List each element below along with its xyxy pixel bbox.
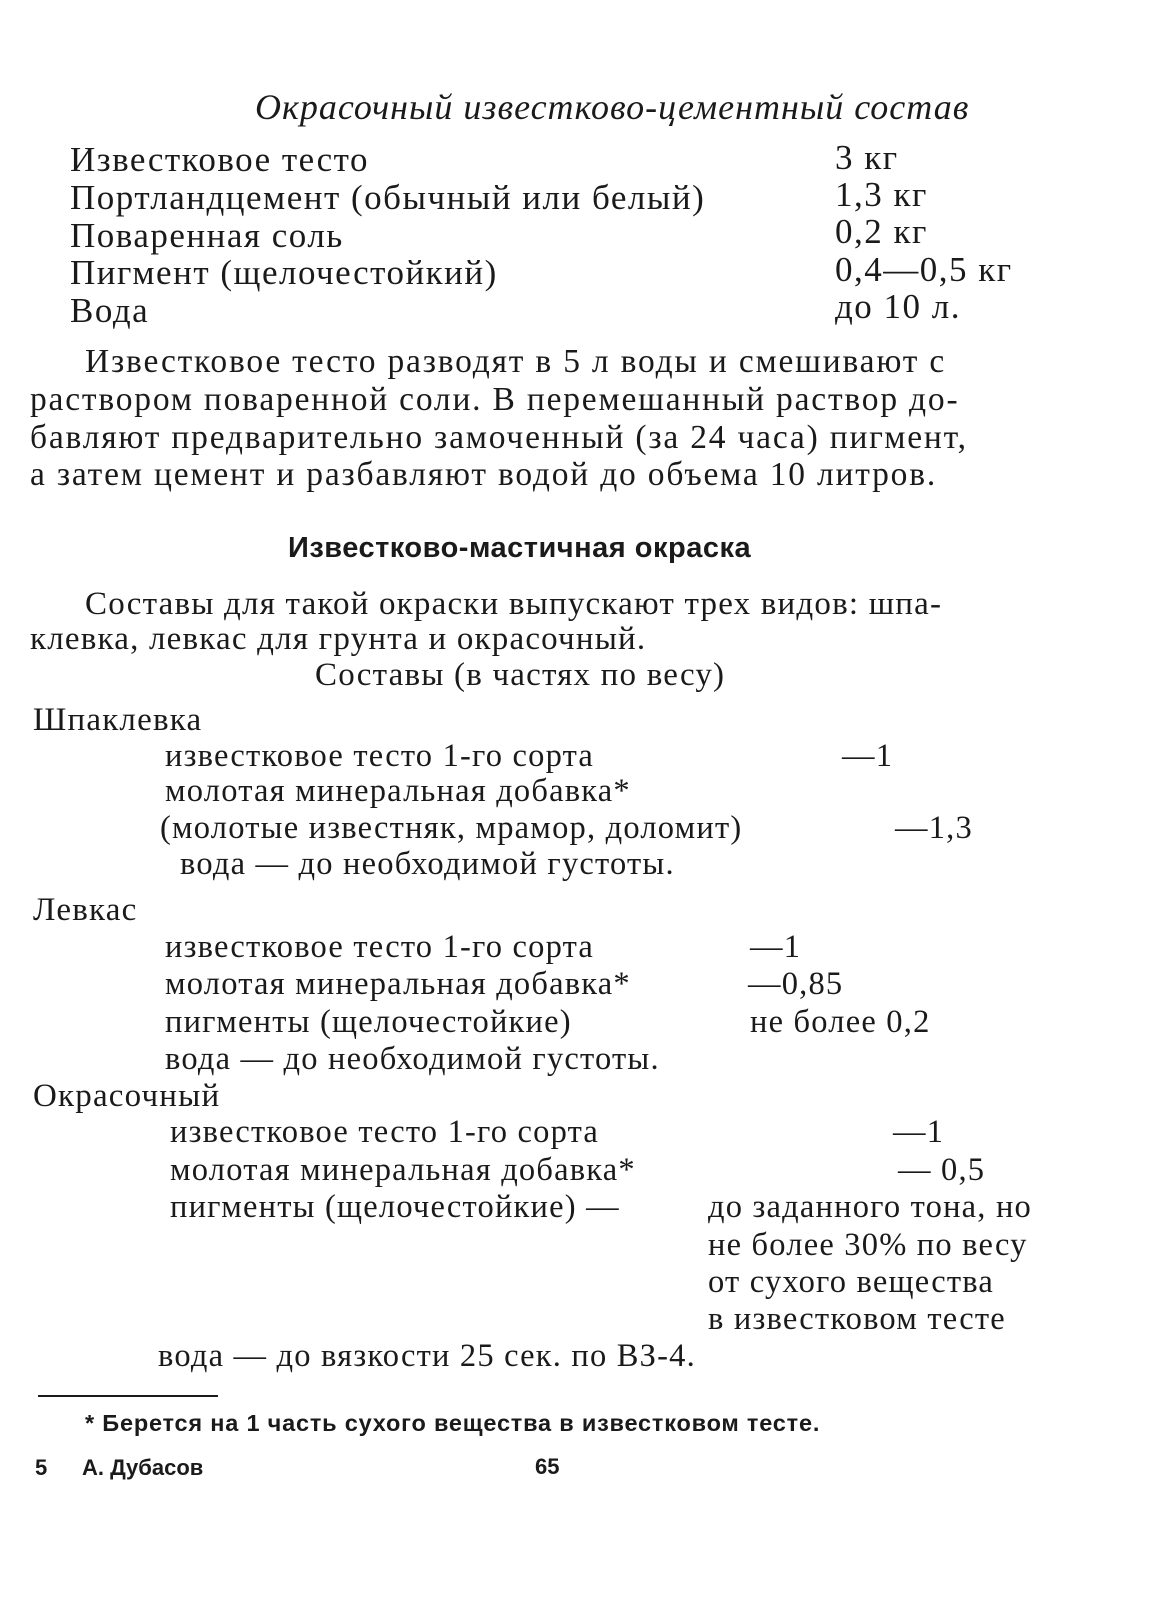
recipe-ingredient-amount: до 10 л. xyxy=(835,287,962,326)
item-amount: — 0,5 xyxy=(898,1152,986,1188)
item-name: молотая минеральная добавка* xyxy=(170,1152,636,1188)
paragraph-line: а затем цемент и разбавляют водой до объема 10 литров. xyxy=(30,456,938,493)
item-amount: до заданного тона, но xyxy=(708,1189,1032,1225)
recipe-ingredient-name: Вода xyxy=(70,291,150,330)
intro-line: клевка, левкас для грунта и окрасочный. xyxy=(30,621,647,657)
item-name: пигменты (щелочестойкие) — xyxy=(170,1189,620,1225)
recipe-ingredient-name: Известковое тесто xyxy=(70,140,369,179)
item-name: пигменты (щелочестойкие) xyxy=(165,1004,572,1040)
paragraph-line: раствором поваренной соли. В перемешанный раствор до- xyxy=(30,381,960,418)
recipe-ingredient-amount: 1,3 кг xyxy=(835,175,928,214)
item-name: (молотые известняк, мрамор, доломит) xyxy=(160,810,743,846)
item-name: известковое тесто 1-го сорта xyxy=(165,738,595,774)
group-title-okrasochny: Окрасочный xyxy=(33,1078,221,1114)
section-heading: Известково-мастичная окраска xyxy=(288,532,752,564)
recipe-ingredient-amount: 3 кг xyxy=(835,138,899,177)
item-name: известковое тесто 1-го сорта xyxy=(170,1114,600,1150)
signature-mark: 5 xyxy=(35,1455,48,1480)
footnote-divider xyxy=(38,1395,218,1397)
pigment-note-line: от сухого вещества xyxy=(708,1264,994,1300)
recipe-ingredient-amount: 0,4—0,5 кг xyxy=(835,250,1013,289)
intro-line: Составы для такой окраски выпускают трех видов: шпа- xyxy=(85,586,943,622)
recipe-ingredient-name: Портландцемент (обычный или белый) xyxy=(70,178,706,217)
pigment-note-line: не более 30% по весу xyxy=(708,1227,1028,1263)
item-amount: не более 0,2 xyxy=(750,1004,931,1040)
paragraph-line: Известковое тесто разводят в 5 л воды и смешивают с xyxy=(85,343,946,380)
recipe-title: Окрасочный известково-цементный состав xyxy=(255,87,970,127)
item-name: молотая минеральная добавка* xyxy=(165,773,631,809)
item-amount: —1,3 xyxy=(895,810,973,846)
item-name: вода — до необходимой густоты. xyxy=(165,1041,660,1077)
item-amount: —0,85 xyxy=(748,966,844,1002)
item-amount: —1 xyxy=(750,929,802,965)
group-title-shpaklevka: Шпаклевка xyxy=(33,702,203,738)
page-number: 65 xyxy=(535,1454,560,1479)
recipe-ingredient-name: Поваренная соль xyxy=(70,216,344,255)
table-caption: Составы (в частях по весу) xyxy=(315,657,726,693)
item-amount: —1 xyxy=(842,738,894,774)
item-amount: —1 xyxy=(893,1114,945,1150)
item-name: вода — до необходимой густоты. xyxy=(180,846,675,882)
paragraph-line: бавляют предварительно замоченный (за 24 часа) пигмент, xyxy=(30,419,968,456)
item-name: известковое тесто 1-го сорта xyxy=(165,929,595,965)
item-name: молотая минеральная добавка* xyxy=(165,966,631,1002)
footnote: * Берется на 1 часть сухого вещества в известковом тесте. xyxy=(85,1410,821,1436)
pigment-note-line: в известковом тесте xyxy=(708,1301,1006,1337)
recipe-ingredient-name: Пигмент (щелочестойкий) xyxy=(70,253,498,292)
recipe-ingredient-amount: 0,2 кг xyxy=(835,212,928,251)
author-name: А. Дубасов xyxy=(82,1455,204,1480)
group-title-levkas: Левкас xyxy=(33,892,138,928)
water-line: вода — до вязкости 25 сек. по ВЗ-4. xyxy=(158,1338,696,1374)
